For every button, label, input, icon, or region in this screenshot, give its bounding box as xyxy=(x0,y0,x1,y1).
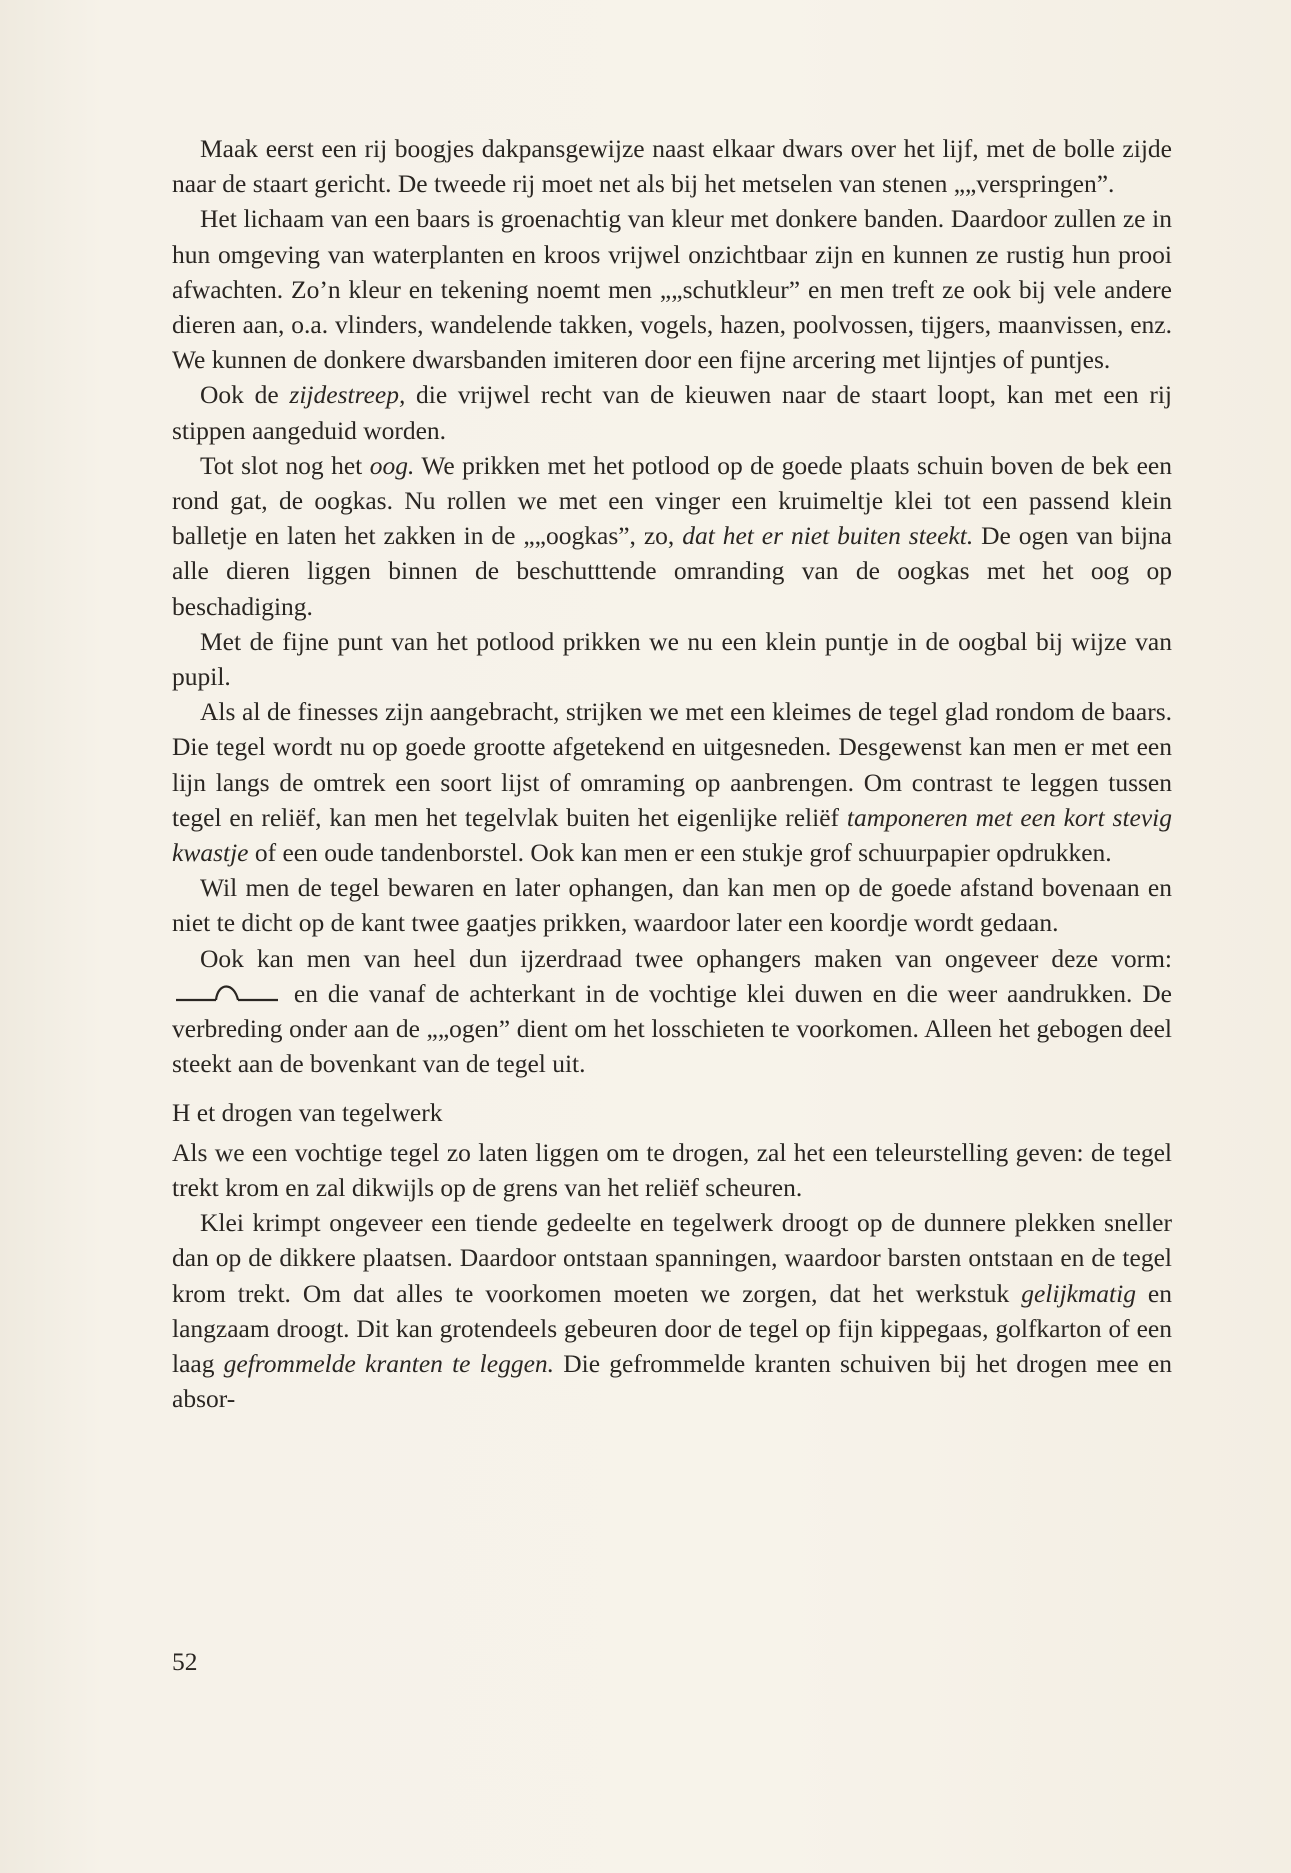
paragraph-wire-hangers xyxy=(172,941,1172,1082)
paragraph-text: en die vanaf de achterkant in de vochtige klei duwen en die weer aandrukken. De verbreding onder aan de „„ogen” dient om het losschieten te voorkomen. Alleen het gebogen deel steekt aan de bovenkant van de tegel uit. xyxy=(172,978,1172,1079)
paragraph-text: We prikken met het potlood op de goede plaats schuin boven de bek een rond gat, de oogkas. Nu rollen we met een vinger een kruimeltje klei tot een passend klein balletje en laten het zakken in de „„oogkas”, zo, xyxy=(172,450,1172,551)
paragraph-text: Die gefrommelde kranten schuiven bij het drogen mee en absor- xyxy=(172,1348,1172,1414)
paragraph-drying-intro xyxy=(172,1135,1172,1205)
paragraph-text: Tot slot nog het xyxy=(200,450,370,480)
paragraph-text: Ook de xyxy=(200,380,290,410)
paragraph-text: Als al de finesses zijn aangebracht, strijken we met een kleimes de tegel glad rondom de baars. Die tegel wordt nu op goede grootte afgetekend en uitgesneden. Desgewenst kan men er met een lijn langs de omtrek een soort lijst of omraming op aanbrengen. Om contrast te leggen tussen tegel en reliëf, kan men het tegelvlak buiten het eigenlijke reliëf xyxy=(172,697,1172,832)
italic-term: oog. xyxy=(369,450,415,480)
paragraph-finishing xyxy=(172,694,1172,870)
italic-term: gelijkmatig xyxy=(1021,1278,1136,1308)
paragraph-text: en langzaam droogt. Dit kan grotendeels gebeuren door de tegel op fijn kippegaas, golfkarton of een laag xyxy=(172,1278,1173,1378)
paragraph-text: of een oude tandenborstel. Ook kan men er een stukje grof schuurpapier opdrukken. xyxy=(248,838,1112,868)
section-heading: H et drogen van tegelwerk xyxy=(172,1098,443,1128)
italic-phrase: dat het er niet buiten steekt. xyxy=(682,521,974,551)
paragraph-camouflage xyxy=(172,201,1172,377)
paragraph-text: Klei krimpt ongeveer een tiende gedeelte en tegelwerk droogt op de dunnere plekken sneller dan op de dikkere plaatsen. Daardoor ontstaan spanningen, waardoor barsten ontstaan en de tegel krom trekt. Om dat alles te voorkomen moeten we zorgen, dat het werkstuk xyxy=(172,1208,1172,1308)
paragraph-text: Maak eerst een rij boogjes dakpansgewijze naast elkaar dwars over het lijf, met de bolle zijde naar de staart gericht. De tweede rij moet net als bij het metselen van stenen „„verspringen”. xyxy=(172,134,1172,199)
paragraph-text: Met de fijne punt van het potlood prikken we nu een klein puntje in de oogbal bij wijze van pupil. xyxy=(172,626,1172,692)
paragraph-text: De ogen van bijna alle dieren liggen binnen de beschutttende omranding van de oogkas met het oog op beschadiging. xyxy=(172,521,1172,621)
paragraph-text: Wil men de tegel bewaren en later ophangen, dan kan men op de goede afstand bovenaan en niet te dicht op de kant twee gaatjes prikken, waardoor later een koordje wordt gedaan. xyxy=(172,873,1172,938)
paragraph-scales xyxy=(172,131,1172,201)
wire-hanger-shape-icon xyxy=(172,976,284,1004)
paragraph-pupil xyxy=(172,624,1172,694)
paragraph-text: Het lichaam van een baars is groenachtig van kleur met donkere banden. Daardoor zullen ze in hun omgeving van waterplanten en kroos vrijwel onzichtbaar zijn en kunnen ze rustig hun prooi afwachten. Zo’n kleur en tekening noemt men „„schutkleur” en men treft ze ook bij vele andere dieren aan, o.a. vlinders, wandelende takken, vogels, hazen, poolvossen, tijgers, maanvissen, enz. We kunnen de donkere dwarsbanden imiteren door een fijne arcering met lijntjes of puntjes. xyxy=(172,204,1172,375)
paragraph-text: die vrijwel recht van de kieuwen naar de staart loopt, kan met een rij stippen aangeduid worden. xyxy=(172,380,1173,445)
paragraph-eye xyxy=(172,448,1172,624)
paragraph-text: Als we een vochtige tegel zo laten liggen om te drogen, zal het een teleurstelling geven: de tegel trekt krom en zal dikwijls op de grens van het reliëf scheuren. xyxy=(172,1137,1172,1202)
paragraph-lateral-line xyxy=(172,377,1172,447)
italic-phrase: gefrommelde kranten te leggen. xyxy=(223,1348,555,1378)
italic-phrase: tamponeren met een kort stevig kwastje xyxy=(172,802,1173,868)
body-text xyxy=(172,131,1172,1416)
paragraph-text: Ook kan men van heel dun ijzerdraad twee ophangers maken van ongeveer deze vorm: xyxy=(200,943,1172,973)
paragraph-hanging xyxy=(172,870,1172,940)
page-number: 52 xyxy=(172,1647,198,1676)
paragraph-shrinkage xyxy=(172,1205,1172,1416)
italic-term: zijdestreep, xyxy=(289,380,406,410)
